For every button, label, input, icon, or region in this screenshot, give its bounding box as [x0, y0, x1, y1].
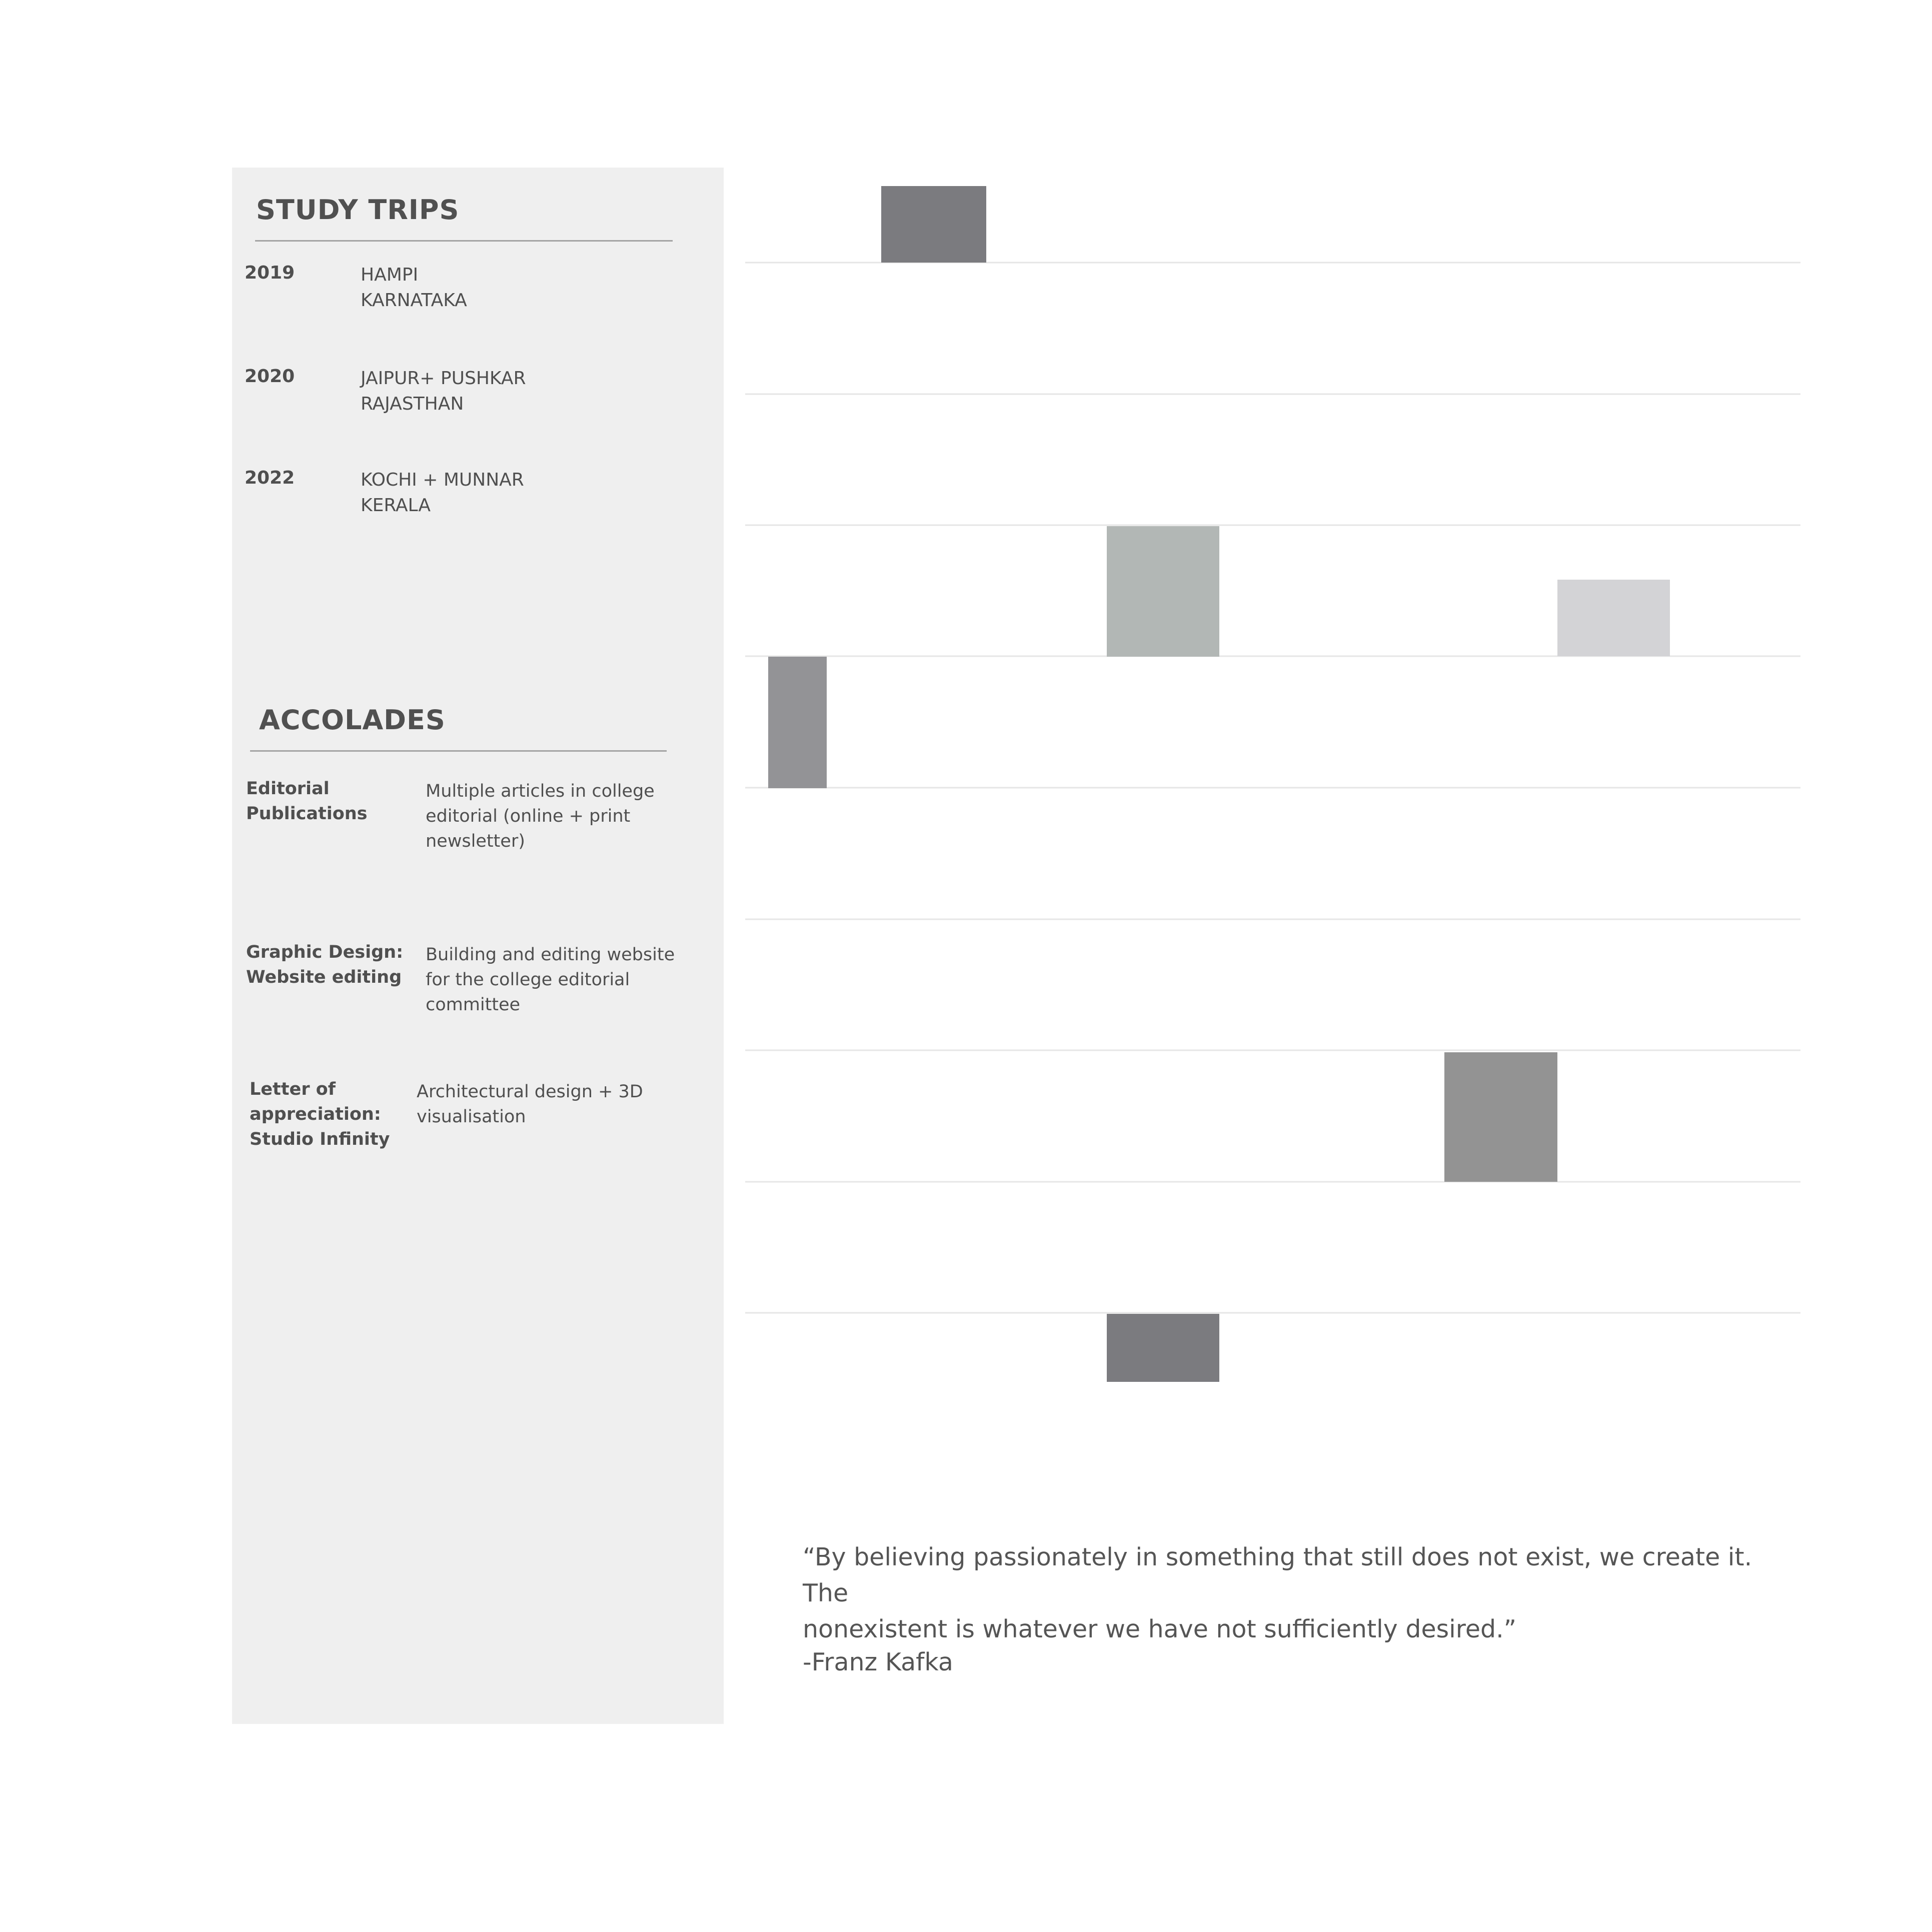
block-gray [1444, 1052, 1557, 1182]
trip-place-name: KOCHI + MUNNAR [361, 470, 524, 490]
study-trips-title: STUDY TRIPS [256, 194, 460, 226]
accolades-title: ACCOLADES [259, 704, 446, 736]
trip-place-name: JAIPUR+ PUSHKAR [361, 368, 526, 389]
quote-text: “By believing passionately in something that still does not exist, we create it. The nonexistent is whatever we have not sufficiently desired.” [803, 1543, 1752, 1643]
accolade-description: Architectural design + 3D visualisation [417, 1082, 643, 1127]
accolade-title: Letter of appreciation: Studio Infinity [250, 1079, 390, 1149]
trip-region: RAJASTHAN [361, 394, 464, 414]
quote-author: -Franz Kafka [803, 1648, 953, 1676]
block-dark-top [881, 186, 986, 263]
trip-place-name: HAMPI [361, 265, 419, 285]
block-light [1557, 580, 1670, 656]
accolade-title: Editorial Publications [246, 779, 368, 824]
trip-year: 2020 [245, 366, 295, 387]
block-sage [1107, 526, 1219, 657]
accolade-description: Building and editing website for the college editorial committee [426, 945, 675, 1015]
grid-blocks [768, 186, 1670, 1382]
block-mid-left [768, 657, 827, 788]
trip-year: 2022 [245, 468, 295, 488]
accolade-description: Multiple articles in college editorial (online + print newsletter) [426, 781, 655, 851]
accolade-title: Graphic Design: Website editing [246, 942, 404, 987]
grid-lines [745, 263, 1800, 1313]
trip-region: KERALA [361, 495, 431, 516]
trip-region: KARNATAKA [361, 290, 467, 311]
trip-year: 2019 [245, 263, 295, 283]
block-dark-bottom [1107, 1314, 1219, 1382]
